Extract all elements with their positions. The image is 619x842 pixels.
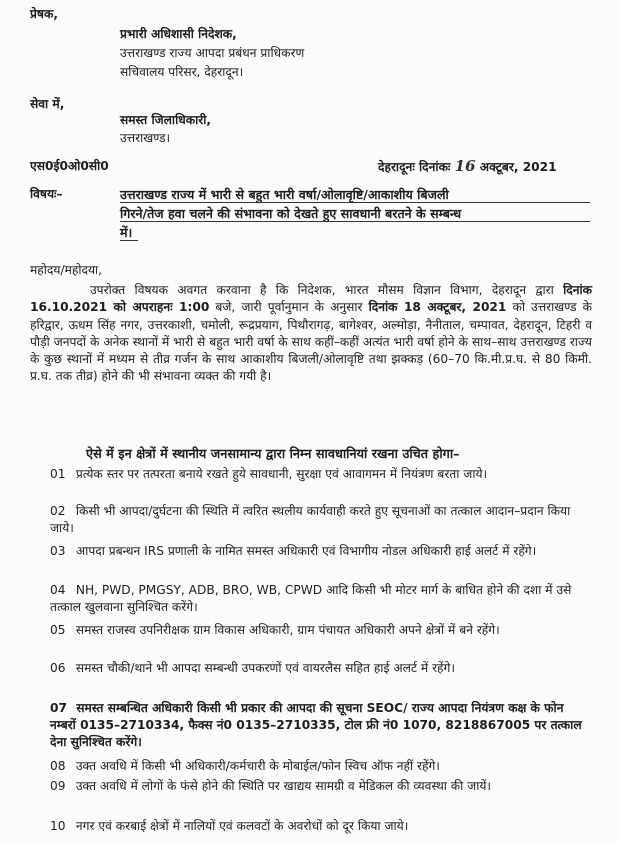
item-number: 04 [50, 583, 66, 597]
sender-address: सचिवालय परिसर, देहरादून। [120, 65, 244, 79]
item-text: नगर एवं करबाई क्षेत्रों में नालियों एवं कलवटों के अवरोधों को दूर किया जाये। [75, 819, 409, 833]
subject-line-2: गिरने/तेज हवा चलने की संभावना को देखते हुए सावधानी बरतने के सम्बन्ध [120, 206, 462, 221]
item-number: 01 [50, 467, 66, 481]
subject-line-3: में। [120, 225, 133, 240]
list-item-emphasized [50, 700, 590, 751]
list-item [50, 818, 590, 835]
sender-designation: प्रभारी अधिशासी निदेशक, [120, 27, 237, 41]
item-text: NH, PWD, PMGSY, ADB, BRO, WB, CPWD आदि किसी भी मोटर मार्ग के बाधित होने की दशा में उसे तत्काल खुलवाना सुनिश्चित करेंगे। [50, 583, 572, 614]
reference-number: एस0ई0ओ0सी0 [30, 159, 109, 173]
body-text-3: बजे, जारी पूर्वानुमान के अनुसार [209, 300, 369, 315]
item-text: उक्त अवधि में किसी भी अधिकारी/कर्मचारी के मोबाईल/फोन स्विच ऑफ नहीं रहेंगे। [75, 759, 440, 773]
body-text-5: को उत्तराखण्ड के हरिद्वार, ऊधम सिंह नगर, उत्तरकाशी, चमोली, रूद्रप्रयाग, पिथौरागढ़, बागेश्वर, अल्मोड़ा, नैनीताल, चम्पावत, देहरादून, टिहरी व पौड़ी जनपदों के अनेक स्थानों में भारी से बहुत भारी वर्षा के साथ कहीं–कहीं अत्यंत भारी वर्षा होने के साथ–साथ उत्तराखण्ड राज्य के कुछ स्थानों में मध्यम से तीव्र गर्जन के साथ आकाशीय बिजली/ओलावृष्टि तथा झक्कड़ (60–70 कि.मी.प्र.घ. से 80 किमी. प्र.घ. तक तीव्र) होने की भी संभावना व्यक्त की गयी है। [30, 300, 592, 384]
body-paragraph [30, 282, 592, 386]
date-day-handwritten: 16 [454, 157, 476, 175]
subject-underline-2 [120, 221, 590, 222]
list-item [50, 582, 590, 616]
list-item [50, 660, 590, 677]
recipient-state: उत्तराखण्ड। [120, 131, 171, 145]
item-text: किसी भी आपदा/दुर्घटना की स्थिति में त्वरित स्थलीय कार्यवाही करते हुए सूचनाओं का तत्काल आदान–प्रदान किया जाये। [50, 504, 571, 535]
subject-line-1: उत्तराखण्ड राज्य में भारी से बहुत भारी वर्षा/ओलावृष्टि/आकाशीय बिजली [120, 187, 449, 202]
item-number: 10 [50, 819, 66, 833]
salutation: महोदय/महोदया, [30, 263, 103, 277]
list-item [50, 778, 590, 795]
subject-underline-3 [120, 240, 138, 241]
item-number: 02 [50, 504, 66, 518]
recipient-label: सेवा में, [30, 97, 65, 111]
body-text-4: दिनांक 18 अक्टूबर, 2021 [368, 300, 507, 315]
date-suffix: अक्टूबर, 2021 [479, 160, 557, 174]
item-text: समस्त चौकी/थाने भी आपदा सम्बन्धी उपकरणों एवं वायरलैस सहित हाई अलर्ट में रहेंगे। [75, 661, 456, 675]
list-item [50, 758, 590, 775]
document-date [378, 158, 557, 176]
body-text-1: उपरोक्त विषयक अवगत करवाना है कि निदेशक, भारत मौसम विज्ञान विभाग, देहरादून द्वारा [90, 283, 564, 297]
recipient-designation: समस्त जिलाधिकारी, [120, 113, 212, 127]
item-number: 06 [50, 661, 66, 675]
list-item [50, 543, 590, 560]
list-item [50, 503, 590, 537]
item-number: 05 [50, 623, 66, 637]
list-item [50, 466, 590, 483]
date-prefix: देहरादूनः दिनांकः [378, 160, 451, 174]
list-item [50, 622, 590, 639]
instructions-heading: ऐसे में इन क्षेत्रों में स्थानीय जनसामान्य द्वारा निम्न सावधानियां रखना उचित होगा– [86, 447, 460, 462]
item-number: 09 [50, 779, 66, 793]
item-number: 08 [50, 759, 66, 773]
sender-organization: उत्तराखण्ड राज्य आपदा प्रबंधन प्राधिकरण [120, 46, 305, 60]
item-text: समस्त सम्बन्धित अधिकारी किसी भी प्रकार की आपदा की सूचना SEOC/ राज्य आपदा नियंत्रण कक्ष के फोन नम्बरों 0135–2710334, फैक्स नं0 0135–2710335, टोल फ्री नं0 1070, 8218867005 पर तत्काल देना सुनिश्चित करेंगे। [50, 701, 582, 749]
item-text: आपदा प्रबन्धन IRS प्रणाली के नामित समस्त अधिकारी एवं विभागीय नोडल अधिकारी हाई अलर्ट में रहेंगे। [75, 544, 537, 558]
item-text: समस्त राजस्व उपनिरीक्षक ग्राम विकास अधिकारी, ग्राम पंचायत अधिकारी अपने क्षेत्रों में बने रहेंगे। [75, 623, 500, 637]
subject-label: विषयः– [30, 187, 63, 201]
item-text: उक्त अवधि में लोगों के फंसे होने की स्थिति पर खाद्यय सामग्री व मेडिकल की व्यवस्था की जायें। [75, 779, 492, 793]
item-text: प्रत्येक स्तर पर तत्परता बनाये रखते हुये सावधानी, सुरक्षा एवं आवागमन में नियंत्रण बरता जाये। [75, 467, 488, 481]
body-text-2: दिनांक 16.10.2021 को अपराहनः 1:00 [30, 283, 592, 315]
sender-label: प्रेषक, [30, 7, 58, 21]
subject-underline-1 [120, 202, 590, 203]
item-number: 07 [50, 701, 67, 715]
item-number: 03 [50, 544, 66, 558]
